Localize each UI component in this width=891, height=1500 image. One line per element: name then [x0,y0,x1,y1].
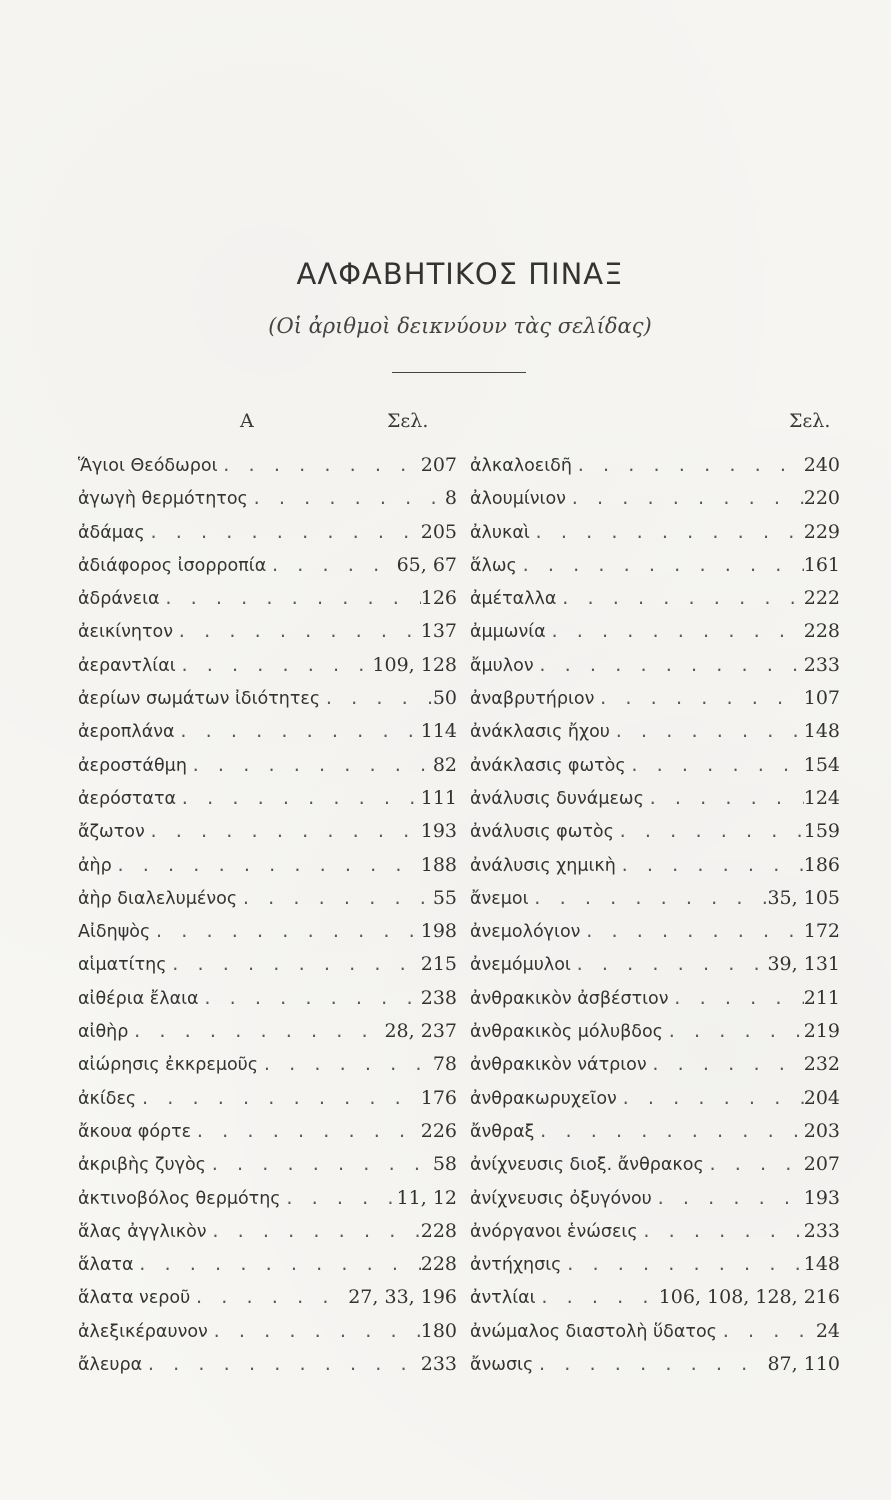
entry-pages: 226 [420,1119,457,1142]
entry-pages: 126 [420,587,457,610]
dot-leader [199,989,421,1008]
entry-term: ἄκουα φόρτε [78,1121,192,1142]
index-entry [78,854,457,887]
dot-leader [281,1189,397,1208]
page-title: ΑΛΦΑΒΗΤΙΚΟΣ ΠΙΝΑΞ [296,257,624,292]
dot-leader [556,589,803,608]
dot-leader [616,856,804,875]
index-entry [470,987,840,1020]
entry-pages: 27, 33, 196 [348,1286,457,1309]
index-entry [78,1320,457,1353]
entry-pages: 55 [432,886,457,909]
dot-leader [191,1122,421,1141]
divider-rule [392,372,526,373]
index-entry [78,587,457,620]
entry-pages: 159 [803,820,840,843]
entry-pages: 188 [420,853,457,876]
entry-pages: 222 [803,587,840,610]
entry-term: ἀντήχησις [470,1255,562,1276]
index-entry [78,720,457,753]
entry-term: ἀὴρ διαλελυμένος [78,888,238,909]
entry-term: ἄνεμοι [470,888,529,909]
entry-pages: 193 [420,820,457,843]
entry-term: ἀερίων σωμάτων ἰδιότητες [78,689,321,710]
dot-leader [175,722,421,741]
entry-pages: 65, 67 [396,553,457,576]
entry-pages: 233 [803,653,840,676]
dot-leader [566,489,804,508]
dot-leader [617,1089,804,1108]
dot-leader [647,1055,804,1074]
index-entry [470,1253,840,1286]
entry-pages: 87, 110 [767,1353,840,1376]
index-entry [78,1020,457,1053]
entry-term: ἄνθραξ [470,1121,535,1142]
index-entry [470,887,840,920]
index-entry [78,1120,457,1153]
index-entry [470,1353,840,1386]
index-entry [470,1187,840,1220]
entry-term: ἀκίδες [78,1088,137,1109]
index-entry [470,920,840,953]
dot-leader [160,589,421,608]
entry-pages: 240 [803,454,840,476]
entry-term: ἀδάμας [78,522,145,543]
index-entry [470,953,840,986]
dot-leader [208,1322,421,1341]
entry-term: ἀκριβὴς ζυγὸς [78,1155,206,1176]
entry-pages: 154 [803,753,840,776]
entry-term: ἀλκαλοειδῆ [470,456,572,476]
dot-leader [176,789,421,808]
dot-leader [237,889,433,908]
entry-term: ἀγωγὴ θερμότητος [78,489,248,510]
entry-term: Αἰδηψὸς [78,922,151,943]
page-subtitle: (Οἱ ἀριθμοὶ δεικνύουν τὰς σελίδας) [268,314,652,338]
section-letter: Α [240,410,254,432]
entry-term: ἅλας ἀγγλικὸν [78,1221,207,1242]
entry-term: ἀνώμαλος διαστολὴ ὕδατος [470,1321,717,1342]
index-entry [78,1053,457,1086]
entry-pages: 50 [432,687,457,710]
entry-term: αἰθέρια ἔλαια [78,988,199,1009]
entry-term: ἀδράνεια [78,589,160,610]
entry-term: αἰθὴρ [78,1022,129,1043]
page-label-right: Σελ. [789,410,831,432]
entry-term: ἀναβρυτήριον [470,689,595,710]
entry-pages: 35, 105 [767,886,840,909]
index-entry [78,754,457,787]
dot-leader [517,556,804,575]
index-entry [470,854,840,887]
index-entry [470,620,840,653]
entry-pages: 186 [803,853,840,876]
entry-term: ἀνάλυσις χημικὴ [470,855,616,876]
entry-pages: 124 [803,786,840,809]
entry-term: ἀκτινοβόλος θερμότης [78,1188,281,1209]
entry-term: ἀνθρακωρυχεῖον [470,1088,617,1109]
entry-pages: 39, 131 [767,953,840,976]
dot-leader [128,1022,384,1041]
entry-pages: 82 [432,753,457,776]
dot-leader [134,1255,421,1274]
index-column-left [78,454,457,1386]
dot-leader [614,822,804,841]
entry-pages: 111 [420,786,457,809]
entry-term: ἀνάλυσις δυνάμεως [470,788,644,809]
dot-leader [150,922,421,941]
entry-term: ἀεροπλάνα [78,722,175,743]
index-entry [470,1220,840,1253]
entry-pages: 198 [420,920,457,943]
entry-pages: 148 [803,720,840,743]
dot-leader [248,489,445,508]
index-entry [470,787,840,820]
index-entry [470,554,840,587]
entry-pages: 11, 12 [396,1186,457,1209]
entry-pages: 220 [803,487,840,510]
entry-pages: 172 [803,920,840,943]
dot-leader [626,756,804,775]
entry-term: ἀνεμόμυλοι [470,955,571,976]
index-entry [78,1220,457,1253]
entry-term: ἅλατα [78,1255,134,1276]
entry-term: ἀερόστατα [78,788,177,809]
entry-pages: 233 [420,1353,457,1376]
entry-term: αἱματίτης [78,955,167,976]
entry-pages: 205 [420,520,457,543]
entry-term: ἀνθρακικὸς μόλυβδος [470,1022,663,1043]
dot-leader [561,1255,803,1274]
index-entry [470,820,840,853]
entry-pages: 107 [803,687,840,710]
entry-pages: 114 [420,720,457,743]
index-entry [470,1153,840,1186]
dot-leader [207,1222,421,1241]
index-entry [470,754,840,787]
entry-term: ἀνάκλασις φωτὸς [470,755,626,776]
dot-leader [187,756,433,775]
dot-leader [142,1355,421,1374]
entry-pages: 8 [444,487,457,510]
entry-pages: 203 [803,1119,840,1142]
index-entry [470,687,840,720]
index-entry [78,953,457,986]
entry-pages: 137 [420,620,457,643]
entry-pages: 211 [803,986,840,1009]
dot-leader [536,1288,659,1307]
entry-pages: 109, 128 [372,653,457,676]
dot-leader [534,1122,803,1141]
entry-term: ἀδιάφορος ἰσορροπία [78,555,267,576]
entry-term: ἀνόργανοι ἑνώσεις [470,1221,638,1242]
entry-pages: 207 [420,454,457,476]
index-entry [470,1020,840,1053]
entry-pages: 228 [803,620,840,643]
dot-leader [534,656,804,675]
entry-term: ἀνίχνευσις διοξ. ἄνθρακος [470,1155,704,1176]
entry-pages: 228 [420,1253,457,1276]
entry-term: ἀεραντλίαι [78,655,176,676]
entry-pages: 232 [803,1053,840,1076]
entry-term: αἰώρησις ἐκκρεμοῦς [78,1055,259,1076]
entry-term: ἅλατα νεροῦ [78,1288,191,1309]
index-entry [470,454,840,487]
entry-pages: 176 [420,1086,457,1109]
index-entry [78,820,457,853]
dot-leader [176,656,373,675]
index-entry [470,521,840,554]
entry-pages: 106, 108, 128, 216 [658,1286,840,1309]
index-entry [78,1187,457,1220]
index-entry [470,654,840,687]
dot-leader [112,856,421,875]
dot-leader [190,1288,348,1307]
index-column-right [470,454,840,1386]
entry-term: ἀλυκαὶ [470,522,530,543]
index-entry [78,1087,457,1120]
entry-term: ἀλεξικέραυνον [78,1321,208,1342]
entry-pages: 219 [803,1020,840,1043]
index-entry [470,720,840,753]
index-entry [78,1353,457,1386]
index-entry [78,1253,457,1286]
dot-leader [533,1355,767,1374]
index-entry [78,1286,457,1319]
entry-pages: 215 [420,953,457,976]
entry-term: ἀνίχνευσις ὀξυγόνου [470,1188,652,1209]
entry-term: ἄμυλον [470,655,534,676]
index-entry [470,1087,840,1120]
dot-leader [638,1222,804,1241]
entry-term: ἀντλίαι [470,1288,536,1309]
entry-term: ἀὴρ [78,855,112,876]
entry-term: ἀνθρακικὸν νάτριον [470,1055,647,1076]
entry-term: ἀεροστάθμη [78,755,187,776]
dot-leader [218,456,421,475]
dot-leader [529,889,768,908]
dot-leader [594,689,803,708]
entry-term: ἄνωσις [470,1355,534,1376]
entry-term: ἀνάλυσις φωτὸς [470,822,614,843]
dot-leader [258,1055,433,1074]
entry-term: ἀλουμίνιον [470,489,566,510]
dot-leader [717,1322,816,1341]
entry-pages: 204 [803,1086,840,1109]
entry-term: ἀεικίνητον [78,622,174,643]
dot-leader [145,523,421,542]
entry-term: ἀμέταλλα [470,589,557,610]
index-entry [78,1153,457,1186]
index-entry [78,887,457,920]
dot-leader [320,689,433,708]
entry-pages: 78 [432,1053,457,1076]
index-entry [78,654,457,687]
dot-leader [571,955,768,974]
entry-pages: 207 [803,1153,840,1176]
entry-pages: 228 [420,1219,457,1242]
entry-term: ἀνθρακικὸν ἀσβέστιον [470,988,669,1009]
entry-term: ἀμμωνία [470,622,546,643]
entry-term: ἀνάκλασις ἤχου [470,722,610,743]
entry-term: ἀνεμολόγιον [470,922,581,943]
entry-pages: 148 [803,1253,840,1276]
dot-leader [136,1089,421,1108]
dot-leader [145,822,421,841]
index-entry [78,554,457,587]
index-entry [470,1286,840,1319]
entry-pages: 229 [803,520,840,543]
index-entry [470,587,840,620]
index-entry [78,987,457,1020]
dot-leader [704,1155,804,1174]
entry-pages: 180 [420,1319,457,1342]
dot-leader [669,989,804,1008]
index-entry [78,920,457,953]
entry-term: ἄλευρα [78,1355,143,1376]
entry-pages: 238 [420,986,457,1009]
entry-term: ἅλως [470,555,517,576]
index-entry [78,620,457,653]
dot-leader [663,1022,804,1041]
entry-pages: 24 [815,1319,840,1342]
entry-pages: 28, 237 [384,1020,457,1043]
index-entry [78,687,457,720]
dot-leader [610,722,804,741]
dot-leader [266,556,396,575]
entry-pages: 58 [432,1153,457,1176]
index-entry [78,487,457,520]
dot-leader [530,523,804,542]
entry-term: ἄζωτον [78,822,145,843]
entry-pages: 193 [803,1186,840,1209]
page-label-left: Σελ. [387,410,429,432]
dot-leader [546,622,804,641]
entry-term: Ἅγιοι Θεόδωροι [78,456,218,476]
dot-leader [572,456,804,475]
index-entry [470,1053,840,1086]
dot-leader [644,789,804,808]
dot-leader [173,622,421,641]
dot-leader [206,1155,433,1174]
index-entry [470,1320,840,1353]
entry-pages: 233 [803,1219,840,1242]
dot-leader [580,922,803,941]
index-entry [78,787,457,820]
dot-leader [166,955,420,974]
index-entry [78,521,457,554]
index-entry [78,454,457,487]
entry-pages: 161 [803,553,840,576]
index-entry [470,487,840,520]
dot-leader [652,1189,804,1208]
index-entry [470,1120,840,1153]
